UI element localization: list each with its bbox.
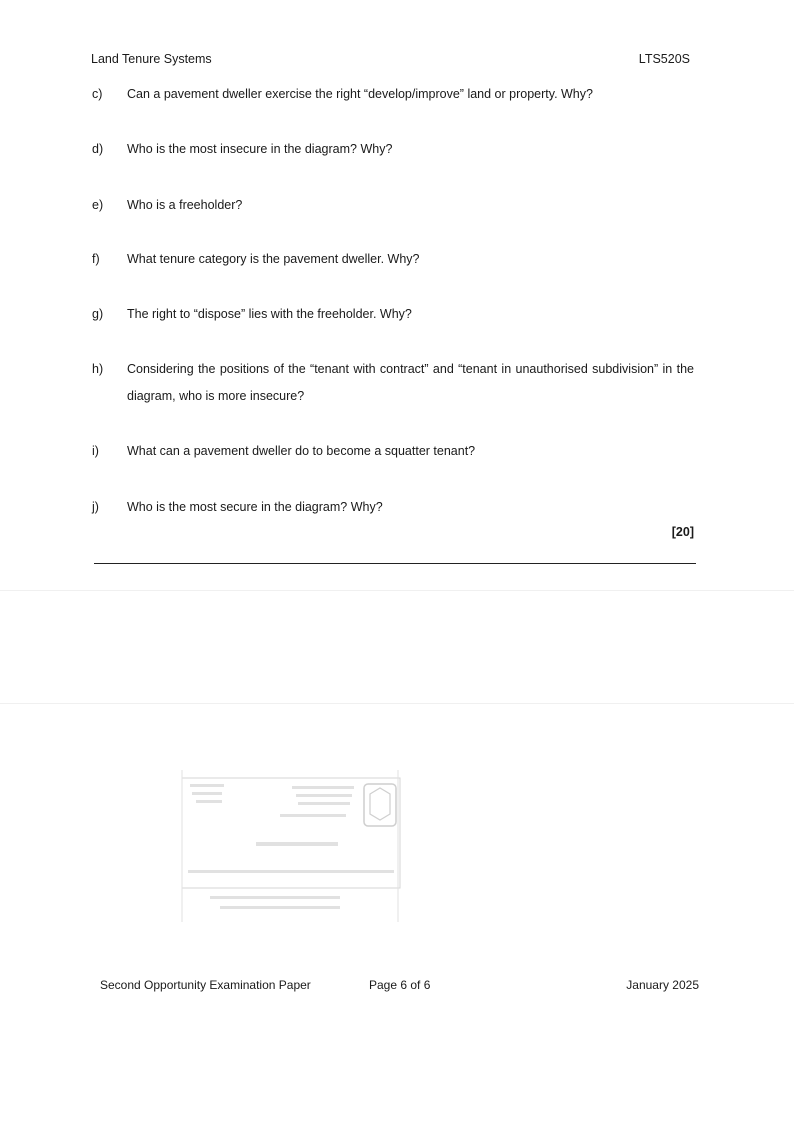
question-e bbox=[92, 192, 694, 219]
footer-page-number: Page 6 of 6 bbox=[369, 978, 431, 992]
question-text: Who is the most secure in the diagram? Why? bbox=[127, 500, 383, 514]
question-text: The right to “dispose” lies with the freeholder. Why? bbox=[127, 307, 412, 321]
question-text: Considering the positions of the “tenant with contract” and “tenant in unauthorised subdivision” in the diagram, who is more insecure? bbox=[127, 362, 694, 403]
scan-artifact bbox=[0, 590, 794, 591]
question-text: What can a pavement dweller do to become a squatter tenant? bbox=[127, 444, 476, 458]
section-divider bbox=[94, 563, 696, 564]
course-title: Land Tenure Systems bbox=[91, 52, 212, 66]
question-g bbox=[92, 301, 694, 328]
question-label: j) bbox=[92, 500, 99, 514]
scan-artifact bbox=[0, 703, 794, 704]
course-code: LTS520S bbox=[638, 52, 690, 66]
question-d bbox=[92, 136, 694, 163]
question-label: i) bbox=[92, 444, 99, 458]
footer-exam-type: Second Opportunity Examination Paper bbox=[100, 978, 311, 992]
question-text: Who is the most insecure in the diagram? Why? bbox=[127, 142, 393, 156]
question-label: e) bbox=[92, 198, 104, 212]
question-c bbox=[92, 81, 694, 108]
question-text: What tenure category is the pavement dweller. Why? bbox=[127, 252, 420, 266]
question-h bbox=[92, 356, 694, 410]
question-label: d) bbox=[92, 142, 104, 156]
footer-date: January 2025 bbox=[626, 978, 699, 992]
question-i bbox=[92, 438, 694, 465]
question-text: Can a pavement dweller exercise the right “develop/improve” land or property. Why? bbox=[127, 87, 593, 101]
question-text: Who is a freeholder? bbox=[127, 198, 243, 212]
question-j bbox=[92, 494, 694, 521]
question-label: f) bbox=[92, 252, 100, 266]
question-label: c) bbox=[92, 87, 103, 101]
total-marks: [20] bbox=[671, 525, 694, 539]
question-label: h) bbox=[92, 362, 104, 376]
question-label: g) bbox=[92, 307, 104, 321]
question-f bbox=[92, 246, 694, 273]
institution-stamp bbox=[180, 770, 402, 922]
